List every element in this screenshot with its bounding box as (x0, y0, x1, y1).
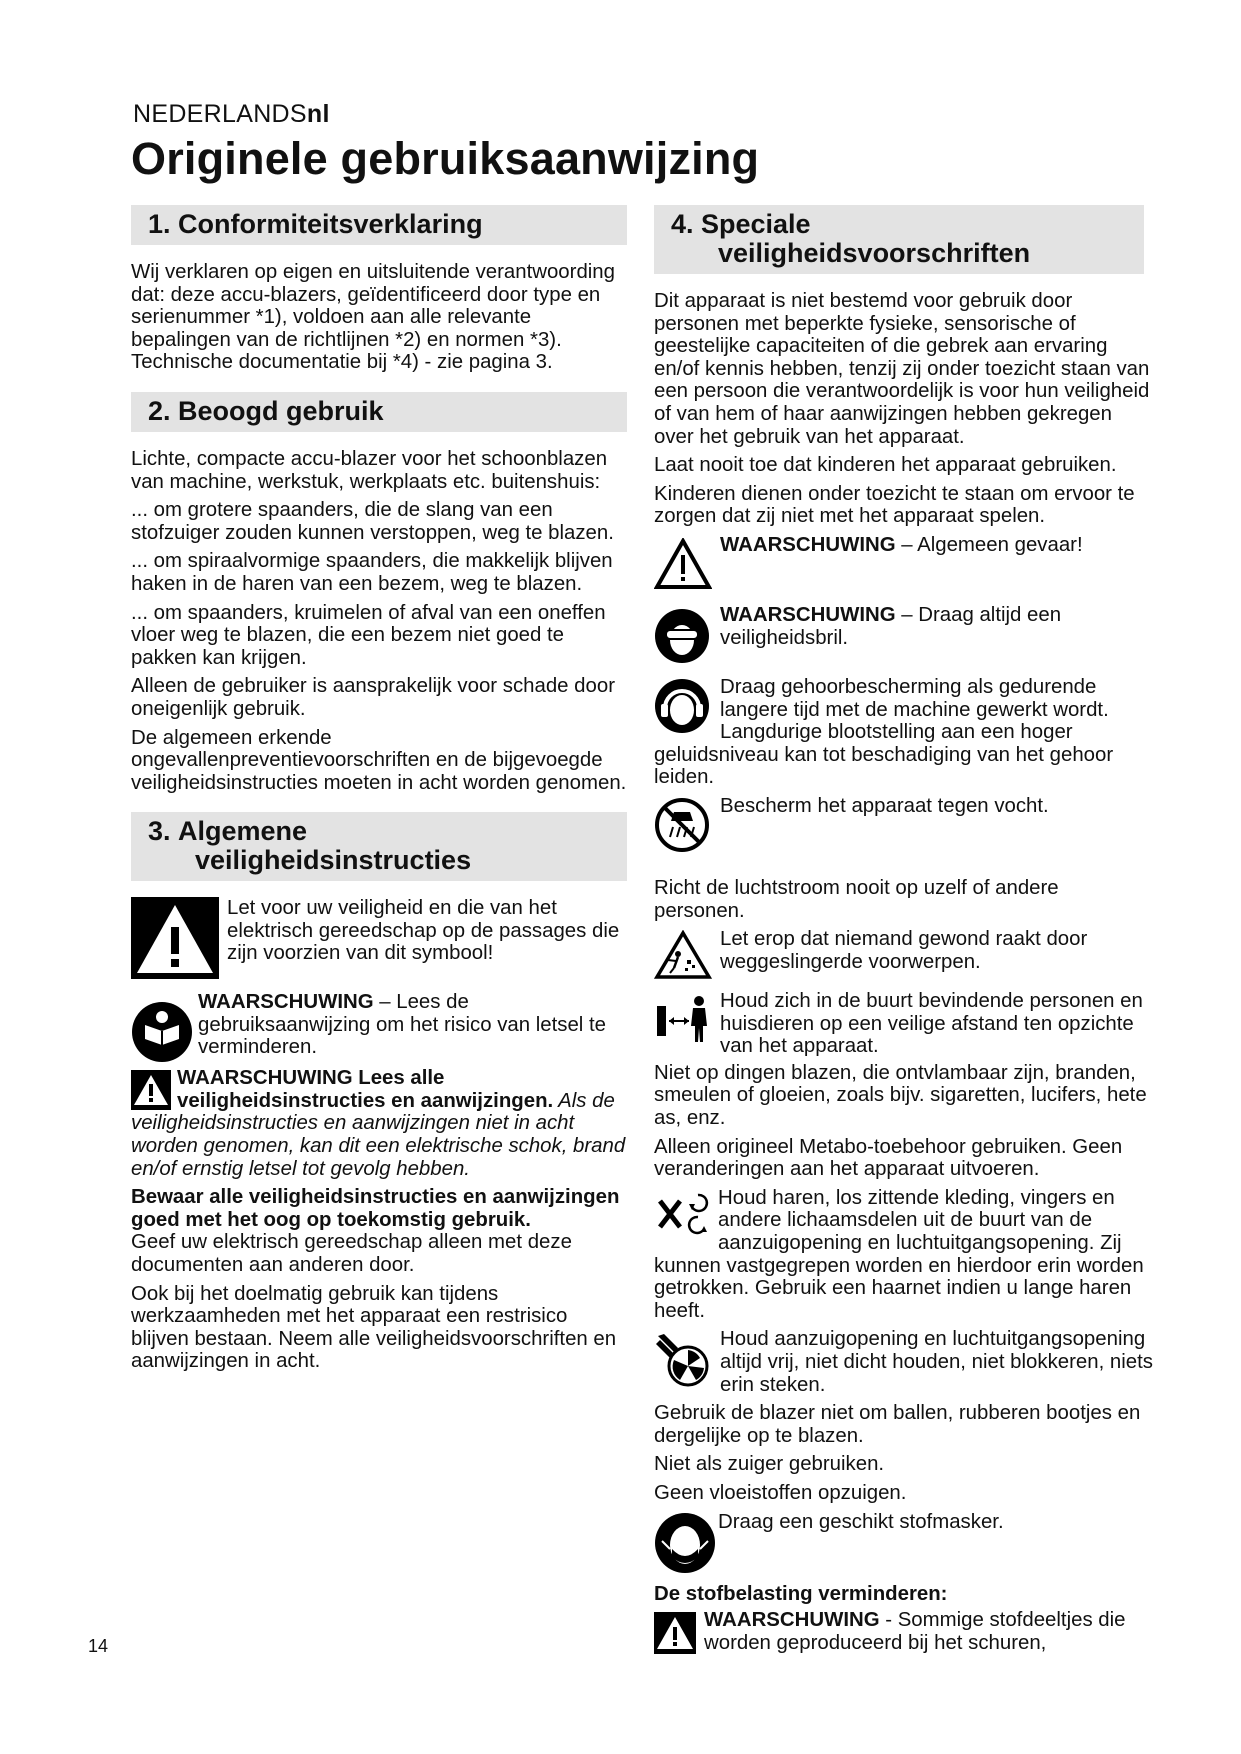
general-danger-text: WAARSCHUWING – Algemeen gevaar! (720, 533, 1083, 556)
section-1-heading: 1. Conformiteitsverklaring (131, 205, 627, 245)
dust-mask-text: Draag een geschikt stofmasker. (718, 1510, 1004, 1533)
language-label: NEDERLANDSnl (133, 100, 330, 128)
dust-reduction-heading: De stofbelasting verminderen: (654, 1582, 948, 1605)
projectiles-text: Let erop dat niemand gewond raakt door weggeslingerde voorwerpen. (720, 928, 1088, 973)
section-3-heading: 3. Algemene veiligheidsinstructies (131, 812, 627, 881)
safety-goggles-icon (654, 604, 714, 664)
intended-use-item-1: ... om grotere spaanders, die de slang van een stofzuiger zouden kunnen verstoppen, weg te blazen. (131, 499, 614, 544)
no-rain-icon (654, 795, 714, 853)
read-manual-warning (131, 991, 627, 1063)
entanglement-icon (654, 1189, 714, 1239)
hearing-protection-text: Draag gehoorbescherming als gedurende langere tijd met de machine gewerkt wordt. Langdurige blootstelling aan een hoger geluidsniveau kan tot beschadiging van het gehoor leiden. (654, 675, 1114, 789)
liability-text: Alleen de gebruiker is aansprakelijk voor schade door oneigenlijk gebruik. (131, 675, 615, 720)
openings-text: Houd aanzuigopening en luchtuitgangsopening altijd vrij, niet dicht houden, niet blokkeren, niets erin steken. (720, 1328, 1153, 1396)
no-liquids-text: Geen vloeistoffen opzuigen. (654, 1481, 907, 1504)
read-all-warning (131, 1067, 627, 1180)
right-column (654, 205, 1154, 1654)
moisture-text: Bescherm het apparaat tegen vocht. (720, 794, 1049, 817)
keep-instructions-text: Bewaar alle veiligheidsinstructies en aanwijzingen goed met het oog op toekomstig gebruik. (131, 1186, 620, 1231)
airflow-text: Richt de luchtstroom nooit op uzelf of andere personen. (654, 876, 1059, 922)
hearing-protection-note (654, 676, 1154, 789)
read-all-text: WAARSCHUWING Lees alle veiligheidsinstructies en aanwijzingen. Als de veiligheidsinstructies en aanwijzingen niet in acht worden genomen, kan dit een elektrische schok, brand en/of ernstig letsel tot gevolg hebben. (131, 1067, 626, 1180)
distance-note (654, 990, 1154, 1058)
accessories-text: Alleen origineel Metabo-toebehoor gebruiken. Geen veranderingen aan het apparaat uitvoeren. (654, 1135, 1123, 1181)
warning-triangle-icon (654, 534, 714, 590)
residual-risk-text: Ook bij het doelmatig gebruik kan tijdens werkzaamheden met het apparaat een restrisico blijven bestaan. Neem alle veiligheidsvoorschriften en aanwijzingen in acht. (131, 1282, 617, 1373)
dust-mask-icon (654, 1511, 716, 1575)
read-manual-text: WAARSCHUWING – Lees de gebruiksaanwijzing om het risico van letsel te verminderen. (198, 991, 607, 1059)
intended-use-item-3: ... om spaanders, kruimelen of afval van een oneffen vloer weg te blazen, die een bezem niet goed te pakken kan krijgen. (131, 601, 606, 669)
flammable-text: Niet op dingen blazen, die ontvlambaar zijn, branden, smeulen of gloeien, zoals bijv. sigaretten, lucifers, hete as, enz. (654, 1061, 1147, 1130)
warning-triangle-icon (131, 897, 219, 979)
goggles-warning (654, 604, 1154, 664)
entanglement-text: Houd haren, los zittende kleding, vingers en andere lichaamsdelen uit de buurt van de aanzuigopening en luchtuitgangsopening. Zij kunnen vastgegrepen worden en hierdoor erin worden getrokken. Gebruik een haarnet indien u lange haren heeft. (654, 1186, 1144, 1322)
pass-on-text: Geef uw elektrisch gereedschap alleen met deze documenten aan anderen door. (131, 1231, 572, 1277)
goggles-text: WAARSCHUWING – Draag altijd een veiligheidsbril. (720, 603, 1062, 649)
symbol-note (131, 897, 627, 979)
page-title: Originele gebruiksaanwijzing (131, 133, 760, 184)
section-2-heading: 2. Beoogd gebruik (131, 392, 627, 432)
fan-hand-icon (654, 1328, 714, 1390)
dust-warning-text: WAARSCHUWING - Sommige stofdeeltjes die worden geproduceerd bij het schuren, (704, 1609, 1126, 1654)
page-number: 14 (88, 1636, 109, 1656)
balls-text: Gebruik de blazer niet om ballen, rubberen bootjes en dergelijke op te blazen. (654, 1402, 1141, 1447)
no-suction-text: Niet als zuiger gebruiken. (654, 1453, 885, 1476)
section-4-heading: 4. Speciale veiligheidsvoorschriften (654, 205, 1144, 274)
projectiles-note (654, 928, 1154, 980)
intended-use-item-2: ... om spiraalvormige spaanders, die makkelijk blijven haken in de haren van een bezem, weg te blazen. (131, 550, 613, 595)
left-column (131, 205, 627, 1379)
not-intended-for-text: Dit apparaat is niet bestemd voor gebruik door personen met beperkte fysieke, sensorische of geestelijke capaciteiten of die gebrek aan ervaring en/of kennis hebben, tenzij zij onder toezicht staan van een persoon die verantwoordelijk is voor hun veiligheid of van hem of haar aanwijzingen hebben gekregen over het gebruik van het apparaat. (654, 290, 1150, 448)
children-use-text: Laat nooit toe dat kinderen het apparaat gebruiken. (654, 454, 1117, 477)
entanglement-note (654, 1187, 1154, 1323)
warning-triangle-icon (654, 1612, 696, 1654)
accident-prevention-text: De algemeen erkende ongevallenpreventievoorschriften en de bijgevoegde veiligheidsinstructies moeten in acht worden genomen. (131, 726, 627, 794)
dust-mask-note (654, 1511, 1154, 1575)
intended-use-text: Lichte, compacte accu-blazer voor het schoonblazen van machine, werkstuk, werkplaats etc. buitenshuis: (131, 447, 608, 493)
children-supervision-text: Kinderen dienen onder toezicht te staan om ervoor te zorgen dat zij niet met het apparaat spelen. (654, 482, 1135, 528)
hearing-protection-icon (654, 678, 710, 734)
distance-text: Houd zich in de buurt bevindende personen en huisdieren op een veilige afstand ten opzichte van het apparaat. (720, 990, 1143, 1058)
read-manual-icon (131, 991, 195, 1063)
conformity-text: Wij verklaren op eigen en uitsluitende verantwoording dat: deze accu-blazers, geïdentificeerd door type en serienummer *1), voldoen aan alle relevante bepalingen van de richtlijnen *2) en normen *3). Technische documentatie bij *4) - zie pagina 3. (131, 261, 615, 374)
dust-warning (654, 1609, 1154, 1654)
flying-debris-icon (654, 928, 714, 980)
moisture-note (654, 795, 1154, 853)
warning-triangle-icon (131, 1070, 171, 1110)
keep-distance-icon (654, 990, 714, 1044)
openings-note (654, 1328, 1154, 1396)
symbol-note-text: Let voor uw veiligheid en die van het elektrisch gereedschap op de passages die zijn voorzien van dit symbool! (227, 897, 620, 965)
general-danger-warning (654, 534, 1154, 590)
